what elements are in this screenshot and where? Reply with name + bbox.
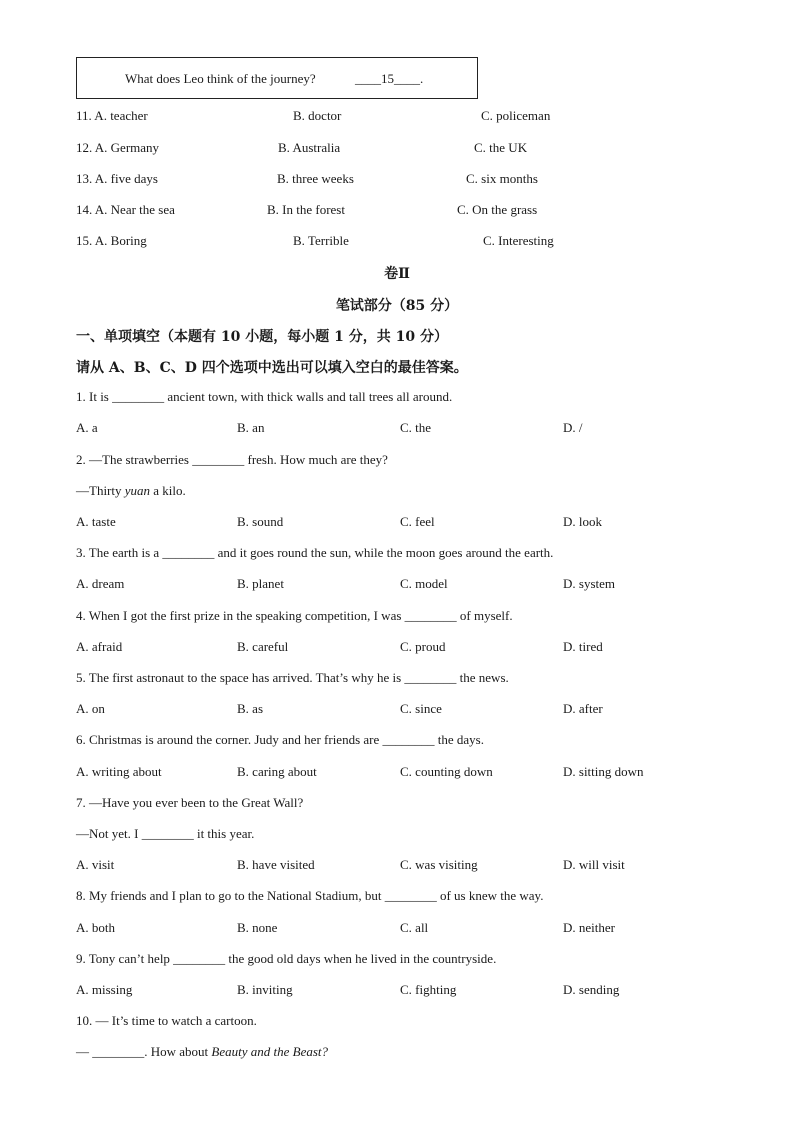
q5-option-c: C. since (400, 701, 442, 716)
question-7-stem: 7. —Have you ever been to the Great Wall? (76, 795, 304, 810)
q8-option-b: B. none (237, 920, 278, 935)
listening-note-box (76, 57, 478, 99)
option-11-a: 11. A. teacher (76, 108, 148, 123)
q6-option-b: B. caring about (237, 764, 317, 779)
q5-option-a: A. on (76, 701, 105, 716)
question-2-stem: 2. —The strawberries ________ fresh. How much are they? (76, 452, 388, 467)
q4-option-b: B. careful (237, 639, 289, 654)
q1-option-a: A. a (76, 420, 98, 435)
q7-option-c: C. was visiting (400, 857, 478, 872)
q9-option-d: D. sending (563, 982, 620, 997)
question-9-stem: 9. Tony can’t help ________ the good old days when he lived in the countryside. (76, 951, 497, 966)
option-12-b: B. Australia (278, 140, 341, 155)
q3-option-c: C. model (400, 576, 448, 591)
q8-option-c: C. all (400, 920, 429, 935)
option-14-a: 14. A. Near the sea (76, 202, 175, 217)
section-title: 笔试部分（85 分） (335, 298, 459, 314)
q4-option-c: C. proud (400, 639, 446, 654)
q2-option-d: D. look (563, 514, 602, 529)
q7-option-b: B. have visited (237, 857, 315, 872)
q6-option-a: A. writing about (76, 764, 162, 779)
option-13-a: 13. A. five days (76, 171, 158, 186)
question-8-stem: 8. My friends and I plan to go to the National Stadium, but ________ of us knew the way. (76, 888, 544, 903)
option-14-c: C. On the grass (457, 202, 538, 217)
question-10-reply: — ________. How about Beauty and the Beast? (76, 1044, 329, 1059)
q6-option-c: C. counting down (400, 764, 493, 779)
q9-option-b: B. inviting (237, 982, 293, 997)
option-12-a: 12. A. Germany (76, 140, 160, 155)
question-5-stem: 5. The first astronaut to the space has arrived. That’s why he is ________ the news. (76, 670, 509, 685)
q3-option-d: D. system (563, 576, 615, 591)
q4-option-a: A. afraid (76, 639, 123, 654)
q1-option-b: B. an (237, 420, 265, 435)
instruction: 请从 A、B、C、D 四个选项中选出可以填入空白的最佳答案。 (76, 360, 468, 376)
option-13-c: C. six months (466, 171, 538, 186)
question-3-stem: 3. The earth is a ________ and it goes round the sun, while the moon goes around the earth. (76, 545, 554, 560)
q2-option-c: C. feel (400, 514, 435, 529)
question-7-reply: —Not yet. I ________ it this year. (76, 826, 255, 841)
question-10-stem: 10. — It’s time to watch a cartoon. (76, 1013, 257, 1028)
option-15-a: 15. A. Boring (76, 233, 147, 248)
q3-option-a: A. dream (76, 576, 125, 591)
listening-question: What does Leo think of the journey? (125, 71, 316, 86)
q4-option-d: D. tired (563, 639, 603, 654)
option-11-c: C. policeman (481, 108, 551, 123)
option-13-b: B. three weeks (277, 171, 354, 186)
option-11-b: B. doctor (293, 108, 342, 123)
q5-option-d: D. after (563, 701, 603, 716)
q2-option-a: A. taste (76, 514, 116, 529)
q1-option-c: C. the (400, 420, 432, 435)
q8-option-a: A. both (76, 920, 115, 935)
q1-option-d: D. / (563, 420, 583, 435)
q7-option-d: D. will visit (563, 857, 625, 872)
q6-option-d: D. sitting down (563, 764, 644, 779)
question-6-stem: 6. Christmas is around the corner. Judy and her friends are ________ the days. (76, 732, 484, 747)
q3-option-b: B. planet (237, 576, 284, 591)
q9-option-a: A. missing (76, 982, 133, 997)
q2-option-b: B. sound (237, 514, 284, 529)
q8-option-d: D. neither (563, 920, 615, 935)
q5-option-b: B. as (237, 701, 263, 716)
part-heading: 一、单项填空（本题有 10 小题，每小题 1 分，共 10 分） (76, 329, 448, 345)
volume-title: 卷Ⅱ (384, 266, 410, 282)
q7-option-a: A. visit (76, 857, 115, 872)
option-14-b: B. In the forest (267, 202, 345, 217)
question-4-stem: 4. When I got the first prize in the speaking competition, I was ________ of myself. (76, 608, 513, 623)
listening-blank: ____15____. (355, 71, 424, 86)
question-1-stem: 1. It is ________ ancient town, with thick walls and tall trees all around. (76, 389, 453, 404)
question-2-reply: —Thirty yuan a kilo. (76, 483, 186, 498)
option-15-c: C. Interesting (483, 233, 554, 248)
q9-option-c: C. fighting (400, 982, 457, 997)
option-15-b: B. Terrible (293, 233, 349, 248)
option-12-c: C. the UK (474, 140, 528, 155)
